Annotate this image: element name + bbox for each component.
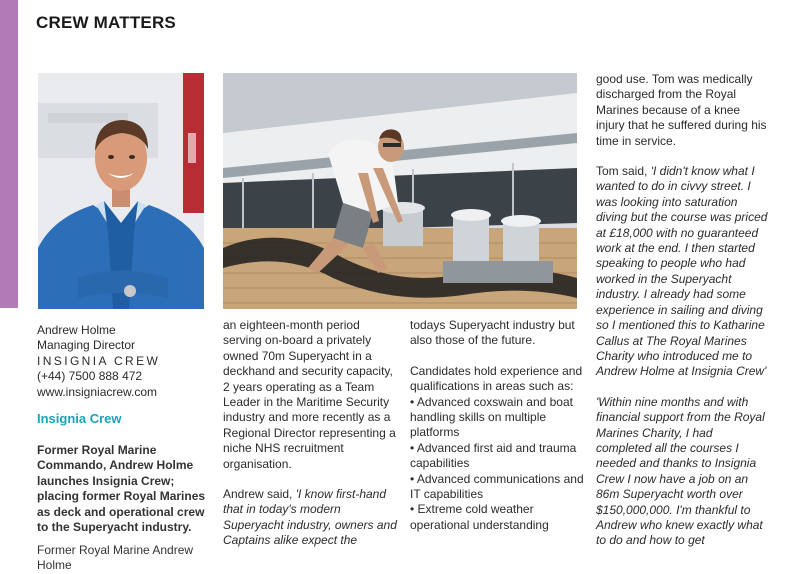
col3-paragraph-2 [410,364,585,395]
intro-paragraph: Former Royal Marine Commando, Andrew Holme launches Insignia Crew; placing former Royal Marines as deck and operational crew to the Superyacht industry. [37,443,206,535]
contact-name: Andrew Holme [37,323,116,337]
article-column-2 [223,318,398,549]
contact-role: Managing Director [37,338,136,353]
contact-company: INSIGNIA CREW [37,353,161,368]
list-item: • Advanced communications and IT capabilities [410,471,584,502]
qualification-list [410,395,585,534]
col4-paragraph-1: good use. Tom was medically discharged from the Royal Marines because of a knee injury that he suffered during his time in service. [596,72,767,148]
article-column-3 [410,318,585,533]
contact-website[interactable]: www.insigniacrew.com [37,384,158,399]
col4-quote-1: 'I didn't know what I wanted to do in civvy street. I was looking into saturation diving but the course was priced at £18,000 with no guaranteed work at the end. I then started speaking to people who had worked in the Superyacht industry. I already had some experience in sailing and diving so I mentioned this to Katharine Callus at The Royal Marines Charity who introduced me to Andrew Holme at Insignia Crew' [596,164,768,379]
col3-paragraph-1: todays Superyacht industry but also those of the future. [410,318,575,348]
contact-block [37,323,212,400]
section-header: CREW MATTERS [36,13,176,32]
intro-continuation: Former Royal Marine Andrew Holme [37,543,194,573]
contact-phone: (+44) 7500 888 472 [37,369,143,384]
col4-quote-2: 'Within nine months and with financial support from the Royal Marines Charity, I had completed all the courses I needed and thanks to Insignia Crew I now have a job on an 86m Superyacht worth over $150,000,000. I'm thankful to Andrew who knew exactly what to do and how to get [596,394,765,548]
col4-paragraph-2 [596,164,771,380]
col2-quote-lead: Andrew said, [223,487,296,502]
list-item: • Advanced first aid and trauma capabilities [410,440,577,471]
yacht-deck-photo [223,73,577,309]
col3-lead: Candidates hold experience and qualifications in areas such as: [410,363,583,394]
list-item: • Extreme cold weather operational understanding [410,502,549,532]
article-column-4 [596,72,771,549]
accent-side-bar [0,0,18,308]
col2-paragraph-2 [223,487,398,549]
col4-quote-lead: Tom said, [596,164,651,179]
list-item: • Advanced coxswain and boat handling skills on multiple platforms [410,394,573,440]
col2-quote: 'I know first-hand that in today's modern Superyacht industry, owners and Captains alike expect the [223,487,397,548]
col2-paragraph-1: an eighteen-month period serving on-board a privately owned 70m Superyacht in a deckhand and security capacity, 2 years operating as a Team Leader in the Maritime Security industry and more recently as a Regional Director representing a niche NHS recruitment organisation. [223,318,396,471]
portrait-photo [38,73,204,309]
subsection-title: Insignia Crew [37,411,122,426]
